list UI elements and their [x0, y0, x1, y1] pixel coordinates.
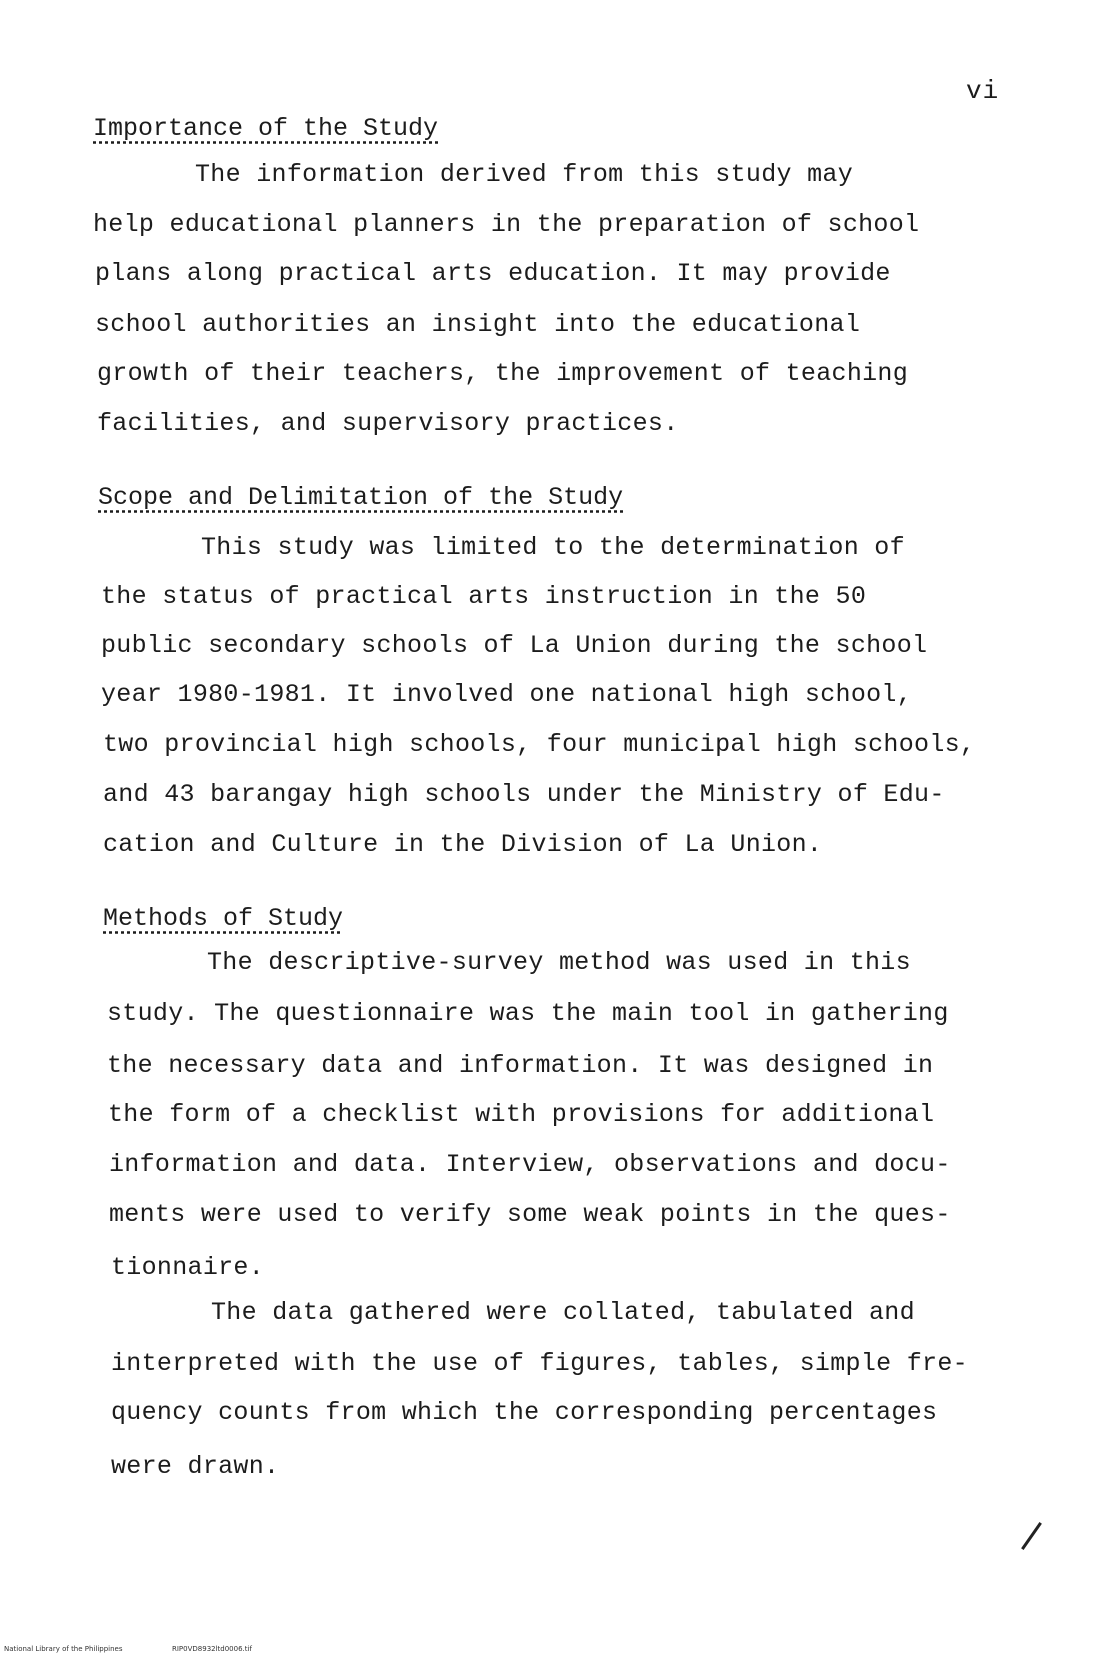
paragraph-line: school authorities an insight into the educational: [95, 310, 861, 339]
section-heading-methods: Methods of Study: [103, 904, 344, 933]
footer-library-text: National Library of the Philippines: [4, 1645, 123, 1653]
paragraph-line: the status of practical arts instruction in the 50: [101, 582, 867, 611]
paragraph-line: growth of their teachers, the improvement of teaching: [97, 359, 909, 388]
paragraph-line: were drawn.: [111, 1452, 280, 1481]
paragraph-line: facilities, and supervisory practices.: [97, 409, 679, 438]
paragraph-line: The data gathered were collated, tabulated and: [211, 1298, 915, 1327]
paragraph-line: public secondary schools of La Union during the school: [101, 631, 928, 660]
section-heading-importance: Importance of the Study: [93, 114, 439, 143]
paragraph-line: information and data. Interview, observations and docu-: [109, 1150, 951, 1179]
paragraph-line: the necessary data and information. It was designed in: [107, 1051, 934, 1080]
paragraph-line: and 43 barangay high schools under the Ministry of Edu-: [103, 780, 945, 809]
section-heading-scope: Scope and Delimitation of the Study: [98, 483, 624, 512]
paragraph-line: two provincial high schools, four municipal high schools,: [103, 730, 976, 759]
footer-file-id: RIP0VD8932ltd0006.tif: [172, 1645, 252, 1653]
page-number: vi: [966, 76, 1000, 106]
paragraph-line: The information derived from this study may: [195, 160, 854, 189]
paragraph-line: ments were used to verify some weak points in the ques-: [109, 1200, 951, 1229]
paragraph-line: year 1980-1981. It involved one national high school,: [101, 680, 913, 709]
paragraph-line: study. The questionnaire was the main tool in gathering: [107, 999, 949, 1028]
paragraph-line: tionnaire.: [111, 1253, 265, 1282]
paragraph-line: The descriptive-survey method was used in this: [207, 948, 911, 977]
paragraph-line: plans along practical arts education. It may provide: [95, 259, 891, 288]
scan-edge-mark: [1021, 1522, 1042, 1550]
paragraph-line: help educational planners in the preparation of school: [93, 210, 920, 239]
paragraph-line: This study was limited to the determination of: [201, 533, 905, 562]
paragraph-line: cation and Culture in the Division of La Union.: [103, 830, 823, 859]
paragraph-line: interpreted with the use of figures, tables, simple fre-: [111, 1349, 968, 1378]
paragraph-line: the form of a checklist with provisions for additional: [108, 1100, 935, 1129]
paragraph-line: quency counts from which the corresponding percentages: [111, 1398, 938, 1427]
